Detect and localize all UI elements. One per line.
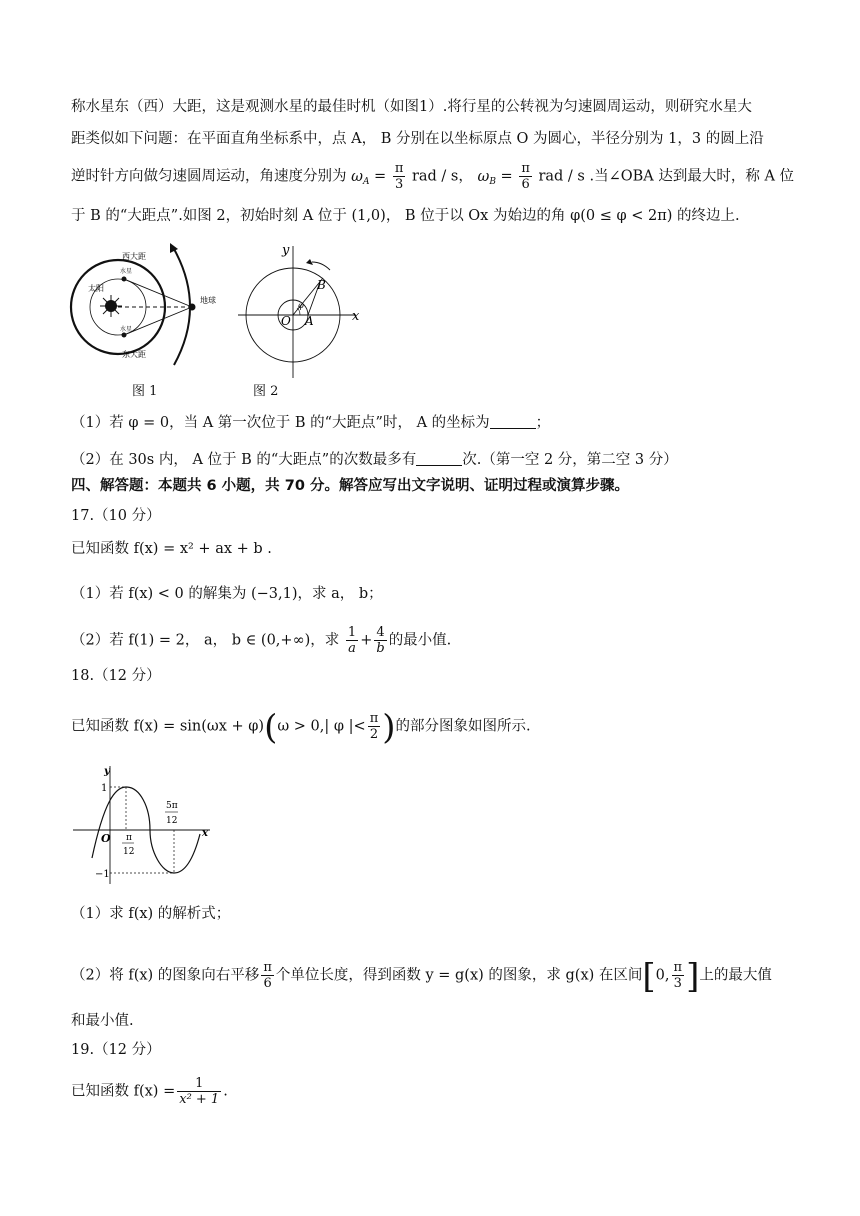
label-west-elongation: 西大距 (122, 252, 146, 261)
q17-header: 17.（10 分） (71, 508, 161, 524)
fraction-pi-3: $\frac{\pi}{3}$ (394, 161, 404, 192)
q16-part-2: （2）在 30s 内， A 位于 B 的“大距点”的次数最多有 次.（第一空 2 分，第二空 3 分） (71, 452, 678, 468)
graph-tick-pi12-num: π (126, 833, 132, 843)
intro-line-3: 逆时针方向做匀速圆周运动，角速度分别为 $\omega_A$ = $\frac{\pi}{3}$ rad / s， $\omega_B$ = $\frac{\pi}{6}$ rad / s .当∠OBA 达到最大时，称 A 位 (71, 161, 795, 192)
label-earth: 地球 (200, 296, 216, 305)
fraction-pi-2: $\frac{\pi}{2}$ (369, 711, 379, 742)
figure-2-diagram (234, 240, 364, 380)
label-sun: 太阳 (88, 284, 104, 293)
q18-part-2-cont: 和最小值. (71, 1013, 134, 1029)
fraction-pi-3-interval: $\frac{\pi}{3}$ (673, 960, 683, 991)
figure-1-diagram (66, 243, 216, 373)
graph-axis-x: x (202, 828, 208, 839)
graph-tick-5pi12-num: 5π (166, 801, 178, 811)
axis-label-x: x (352, 309, 360, 324)
q19-header: 19.（12 分） (71, 1042, 161, 1058)
q17-part-2: （2）若 f(1) = 2， a， b ∈ (0,+∞)，求 $\frac{1}{a}$ + $\frac{4}{b}$ 的最小值. (71, 625, 452, 656)
fraction-1-a: $\frac{1}{a}$ (347, 625, 357, 656)
fraction-pi-6: $\frac{\pi}{6}$ (521, 161, 530, 192)
label-point-b: B (317, 278, 326, 292)
section-heading: 四、解答题：本题共 6 小题，共 70 分。解答应写出文字说明、证明过程或演算步骤。 (71, 478, 629, 494)
fraction-1-over-x2-plus-1: $\frac{1}{\text{x² + 1}}$ (179, 1076, 220, 1107)
q18-sine-graph (70, 762, 215, 887)
label-mercury-bottom: 水星 (120, 326, 133, 333)
axis-label-y: y (282, 243, 290, 258)
intro-line-3-text: 逆时针方向做匀速圆周运动，角速度分别为 (71, 168, 347, 185)
fraction-pi-6-shift: $\frac{\pi}{6}$ (263, 960, 272, 991)
answer-blank-2 (416, 451, 462, 466)
graph-tick-5pi12-den: 12 (166, 816, 178, 826)
fraction-4-b: $\frac{4}{b}$ (376, 625, 385, 656)
label-point-a: A (305, 314, 314, 328)
graph-axis-y: y (104, 766, 110, 777)
q18-header: 18.（12 分） (71, 668, 161, 684)
graph-origin: O (101, 832, 111, 845)
label-east-elongation: 东大距 (122, 350, 146, 359)
figure-1-caption: 图 1 (132, 384, 158, 399)
q18-part-2: （2）将 f(x) 的图象向右平移 $\frac{\pi}{6}$ 个单位长度，得到函数 y = g(x) 的图象，求 g(x) 在区间[0, $\frac{\pi}{3}$ ]上的最大值 (71, 956, 772, 997)
q17-part-1: （1）若 f(x) < 0 的解集为 (−3,1)，求 a， b； (71, 586, 383, 602)
graph-tick-neg1: −1 (95, 869, 110, 880)
q17-stem: 已知函数 f(x) = x² + ax + b . (71, 541, 272, 557)
intro-line-1: 称水星东（西）大距，这是观测水星的最佳时机（如图1）.将行星的公转视为匀速圆周运动，则研究水星大 (71, 99, 752, 115)
label-origin: O (281, 314, 291, 328)
q16-part-1: （1）若 φ = 0，当 A 第一次位于 B 的“大距点”时， A 的坐标为 ； (71, 415, 551, 431)
graph-tick-pi12-den: 12 (123, 847, 135, 857)
answer-blank-1 (490, 414, 536, 429)
label-mercury-top: 水星 (120, 268, 133, 275)
q18-part-1: （1）求 f(x) 的解析式； (71, 906, 231, 922)
intro-line-3-end: rad / s .当∠OBA 达到最大时，称 A 位 (538, 168, 795, 185)
omega-b: $\omega_B$ (477, 168, 496, 187)
omega-a: $\omega_A$ (351, 168, 370, 187)
q19-stem: 已知函数 f(x) = $\frac{1}{\text{x² + 1}}$ . (71, 1076, 228, 1107)
unit-rad-s-1: rad / s， (411, 168, 473, 185)
figure-2-caption: 图 2 (253, 384, 279, 399)
graph-tick-1: 1 (101, 783, 108, 794)
q18-stem: 已知函数 f(x) = sin(ωx + φ)(ω > 0,| φ |< $\frac{\pi}{2}$ )的部分图象如图所示. (71, 707, 531, 748)
intro-line-4: 于 B 的“大距点”.如图 2，初始时刻 A 位于 (1,0)， B 位于以 Ox 为始边的角 φ(0 ≤ φ < 2π) 的终边上. (71, 208, 740, 224)
intro-line-2: 距类似如下问题：在平面直角坐标系中，点 A， B 分别在以坐标原点 O 为圆心，半径分别为 1，3 的圆上沿 (71, 131, 764, 147)
label-phi: φ (298, 301, 304, 310)
